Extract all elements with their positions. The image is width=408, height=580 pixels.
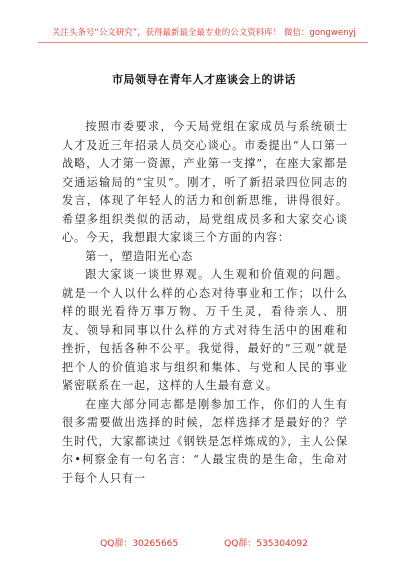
document-title: 市局领导在青年人才座谈会上的讲话	[112, 73, 296, 86]
paragraph-intro: 按照市委要求，今天局党组在家成员与系统硕士人才及近三年招录人员交心谈心。市委提出“人口第一战略，人才第一资源，产业第一支撑”，在座大家都是交通运输局的“宝贝”。刚才，听了新招录四位同志的发言，体现了年轻人的活力和创新思维，讲得很好。希望多组织类似的活动，局党组成员多和大家交心谈心。今天，我想跟大家谈三个方面的内容：	[62, 120, 348, 244]
footer-qq-group-1: QQ群：30265665	[100, 539, 179, 549]
paragraph-worldview: 跟大家谈一谈世界观。人生观和价值观的问题。就是一个人以什么样的心态对待事业和工作；以什么样的眼光看待万事万物、万千生灵，看待亲人、朋友、领导和同事以什么样的方式对待生活中的困难和挫折，包括各种不公平。我觉得，最好的“三观”就是把个人的价值追求与组织和集体、与党和人民的事业紧密联系在一起，这样的人生最有意义。	[62, 268, 348, 392]
footer-contacts	[0, 536, 408, 549]
footer-qq-group-2: QQ群：535304092	[224, 539, 308, 549]
header-divider	[38, 42, 368, 43]
section-heading: 第一，塑造阳光心态	[85, 249, 194, 263]
document-body	[62, 118, 348, 488]
header-note: 关注头条号“公文研究”，获得最新最全最专业的公文资料库！ 微信：gongwenyj	[52, 27, 356, 37]
paragraph-choices: 在座大部分同志都是刚参加工作，你们的人生有很多需要做出选择的时候，怎样选择才是最好的？学生时代，大家都读过《钢铁是怎样炼成的》，主人公保尔•柯察金有一句名言：“人最宝贵的是生命，生命对于每个人只有一	[62, 397, 348, 485]
